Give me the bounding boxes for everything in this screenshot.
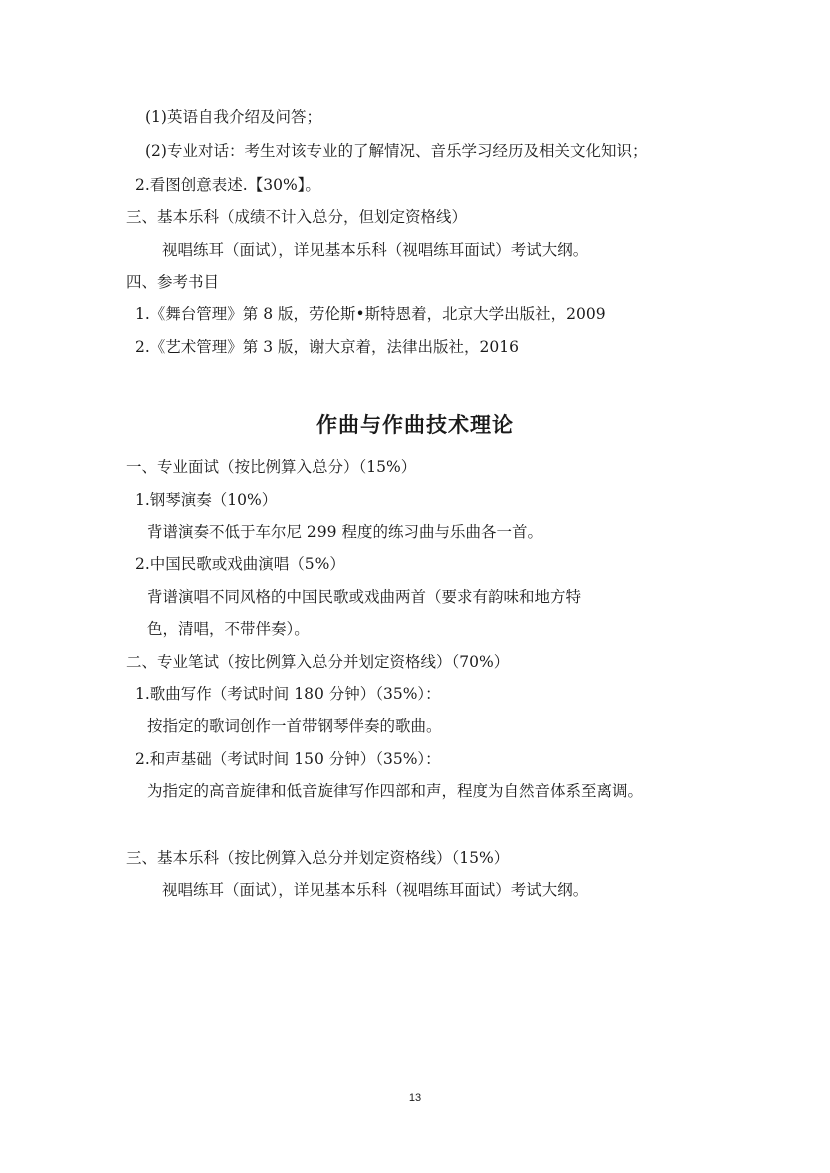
piano-item: 1.钢琴演奏（10%）: [135, 491, 278, 509]
harmony-item: 2.和声基础（考试时间 150 分钟）（35%）：: [135, 750, 441, 768]
creative-item: 2.看图创意表述.【30%】。: [135, 176, 321, 194]
heading-basic-music-2: 三、基本乐科（按比例算入总分并划定资格线）（15%）: [126, 849, 510, 867]
piano-desc: 背谱演奏不低于车尔尼 299 程度的练习曲与乐曲各一首。: [147, 523, 543, 541]
heading-basic-music: 三、基本乐科（成绩不计入总分，但划定资格线）: [126, 208, 468, 226]
heading-references: 四、参考书目: [126, 273, 220, 291]
singing-desc-2: 色，清唱，不带伴奏）。: [147, 620, 310, 638]
harmony-desc: 为指定的高音旋律和低音旋律写作四部和声，程度为自然音体系至离调。: [147, 782, 644, 800]
oral-item-1: (1)英语自我介绍及问答；: [145, 108, 322, 126]
reference-1: 1.《舞台管理》第 8 版，劳伦斯•斯特恩着，北京大学出版社，2009: [135, 305, 606, 323]
singing-item: 2.中国民歌或戏曲演唱（5%）: [135, 555, 345, 573]
oral-item-2: (2)专业对话：考生对该专业的了解情况、音乐学习经历及相关文化知识；: [145, 142, 648, 160]
heading-written: 二、专业笔试（按比例算入总分并划定资格线）（70%）: [126, 653, 510, 671]
singing-desc-1: 背谱演唱不同风格的中国民歌或戏曲两首（要求有韵味和地方特: [147, 588, 582, 606]
basic-music-desc-2: 视唱练耳（面试），详见基本乐科（视唱练耳面试）考试大纲。: [162, 881, 589, 899]
reference-2: 2.《艺术管理》第 3 版，谢大京着，法律出版社，2016: [135, 338, 519, 356]
song-writing-desc: 按指定的歌词创作一首带钢琴伴奏的歌曲。: [147, 717, 442, 735]
page-number: 13: [408, 1092, 422, 1104]
heading-interview: 一、专业面试（按比例算入总分）（15%）: [126, 458, 417, 476]
section-title: 作曲与作曲技术理论: [316, 413, 514, 437]
basic-music-desc: 视唱练耳（面试），详见基本乐科（视唱练耳面试）考试大纲。: [162, 241, 589, 259]
song-writing-item: 1.歌曲写作（考试时间 180 分钟）（35%）：: [135, 685, 441, 703]
